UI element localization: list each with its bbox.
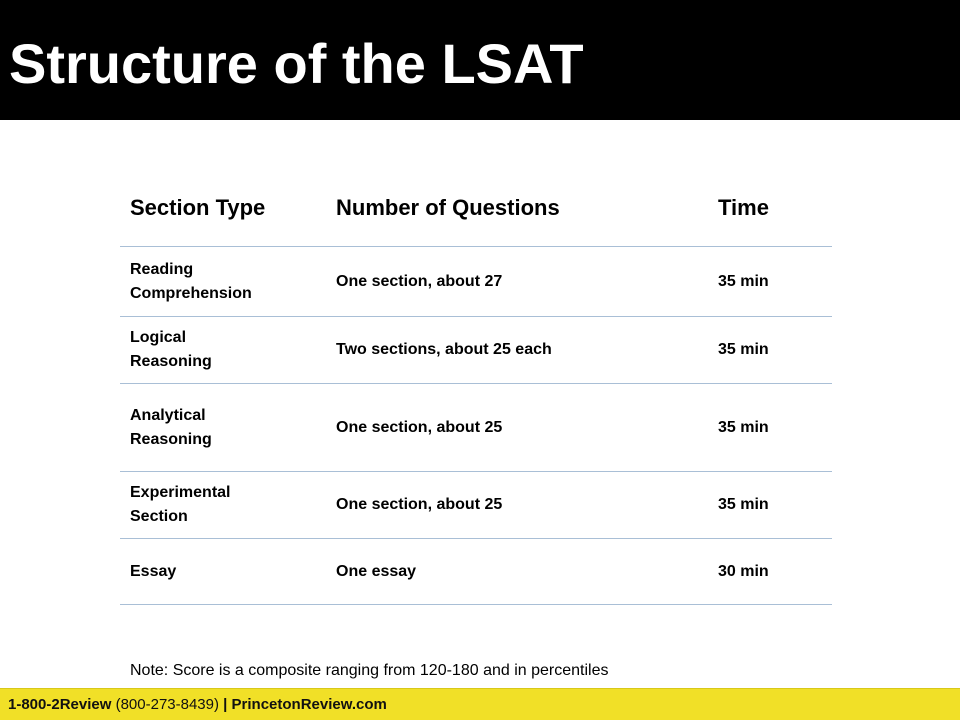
score-note: Note: Score is a composite ranging from 120-180 and in percentiles <box>130 662 609 679</box>
time-cell: 30 min <box>718 562 769 580</box>
questions-cell: Two sections, about 25 each <box>336 341 552 358</box>
section-type-line: Reasoning <box>130 353 212 370</box>
section-type-cell <box>120 258 326 306</box>
table-header-row <box>120 170 832 247</box>
section-type-cell <box>120 481 326 529</box>
section-type-line: Experimental <box>130 484 231 501</box>
footer-separator: | <box>223 696 228 713</box>
section-type-line: Section <box>130 508 188 525</box>
time-cell: 35 min <box>718 496 769 513</box>
header-number-of-questions: Number of Questions <box>336 195 560 220</box>
table-row <box>120 539 832 605</box>
questions-cell: One section, about 27 <box>336 272 503 290</box>
table-row <box>120 247 832 317</box>
section-type-cell <box>120 560 326 584</box>
time-cell: 35 min <box>718 418 769 436</box>
header-time: Time <box>718 195 769 220</box>
footer-bar <box>0 688 960 720</box>
time-cell: 35 min <box>718 272 769 290</box>
table-row <box>120 317 832 384</box>
section-type-line: Reading <box>130 260 194 278</box>
section-type-line: Analytical <box>130 406 206 424</box>
questions-cell: One section, about 25 <box>336 418 503 436</box>
footer-contact <box>8 696 387 714</box>
table-row <box>120 472 832 539</box>
table-row <box>120 384 832 472</box>
section-type-line: Logical <box>130 329 187 346</box>
section-type-cell <box>120 404 326 452</box>
lsat-structure-table <box>120 170 832 605</box>
header-section-type: Section Type <box>130 195 266 220</box>
section-type-line: Essay <box>130 562 177 580</box>
footer-phone-word: 1-800-2Review <box>8 696 112 713</box>
slide-title: Structure of the LSAT <box>9 32 584 95</box>
section-type-line: Comprehension <box>130 284 252 302</box>
section-type-cell <box>120 326 326 374</box>
title-bar <box>0 0 960 120</box>
footer-website-link[interactable]: PrincetonReview.com <box>231 696 387 713</box>
questions-cell: One essay <box>336 562 417 580</box>
section-type-line: Reasoning <box>130 430 212 448</box>
time-cell: 35 min <box>718 341 769 358</box>
questions-cell: One section, about 25 <box>336 496 503 513</box>
footer-phone-number: (800-273-8439) <box>115 696 219 713</box>
